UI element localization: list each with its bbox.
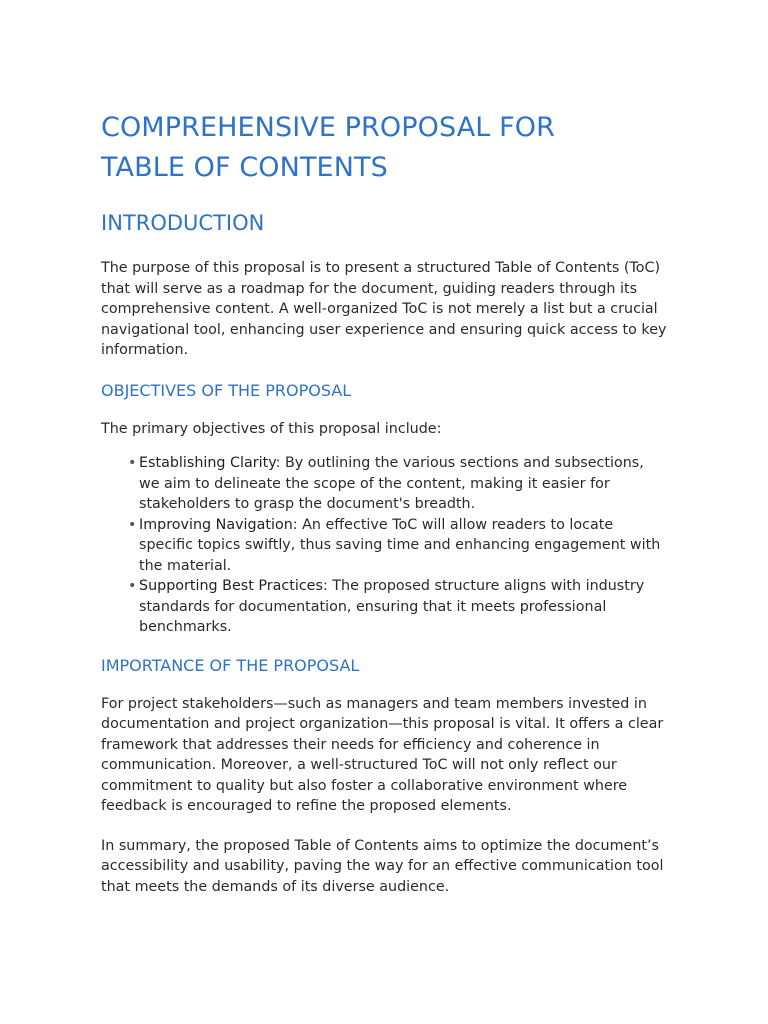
list-item — [128, 453, 668, 515]
bullet-icon: • — [128, 578, 137, 594]
objectives-lead: The primary objectives of this proposal include: — [101, 420, 442, 437]
objective-term: Improving Navigation — [139, 516, 293, 533]
list-item — [128, 515, 668, 577]
objectives-heading: OBJECTIVES OF THE PROPOSAL — [101, 380, 352, 400]
document-title-line-2: TABLE OF CONTENTS — [101, 152, 388, 183]
introduction-heading: INTRODUCTION — [101, 211, 265, 235]
bullet-icon: • — [128, 516, 137, 533]
objective-term: Establishing Clarity — [139, 455, 276, 471]
introduction-paragraph: The purpose of this proposal is to present a structured Table of Contents (ToC) that will serve as a roadmap for the document, guiding readers through its comprehensive content. A well-organized ToC is not merely a list but a crucial navigational tool, enhancing user experience and ensuring quick access to key information. — [101, 260, 667, 358]
document-title — [101, 108, 668, 188]
objective-text: : By outlining the various sections and subsections, we aim to delineate the scope of the content, making it easier for stakeholders to grasp the document's breadth. — [139, 455, 644, 512]
objective-term: Supporting Best Practices — [139, 578, 323, 594]
summary-paragraph: In summary, the proposed Table of Contents aims to optimize the document’s accessibility and usability, paving the way for an effective communication tool that meets the demands of its diverse audience. — [101, 837, 664, 895]
importance-paragraph-1: For project stakeholders—such as managers and team members invested in documentation and project organization—this proposal is vital. It offers a clear framework that addresses their needs for efficiency and coherence in communication. Moreover, a well-structured ToC will not only reflect our commitment to quality but also foster a collaborative environment where feedback is encouraged to refine the proposed elements. — [101, 695, 664, 814]
document-title-line-1: COMPREHENSIVE PROPOSAL FOR — [101, 112, 555, 143]
objective-text: : An effective ToC will allow readers to locate specific topics swiftly, thus saving time and enhancing engagement with the material. — [139, 516, 661, 574]
importance-heading: IMPORTANCE OF THE PROPOSAL — [101, 655, 360, 675]
list-item — [128, 576, 668, 638]
objectives-list — [128, 453, 668, 638]
bullet-icon: • — [128, 455, 137, 471]
objective-text: : The proposed structure aligns with industry standards for documentation, ensuring that it meets professional benchmarks. — [139, 578, 645, 635]
